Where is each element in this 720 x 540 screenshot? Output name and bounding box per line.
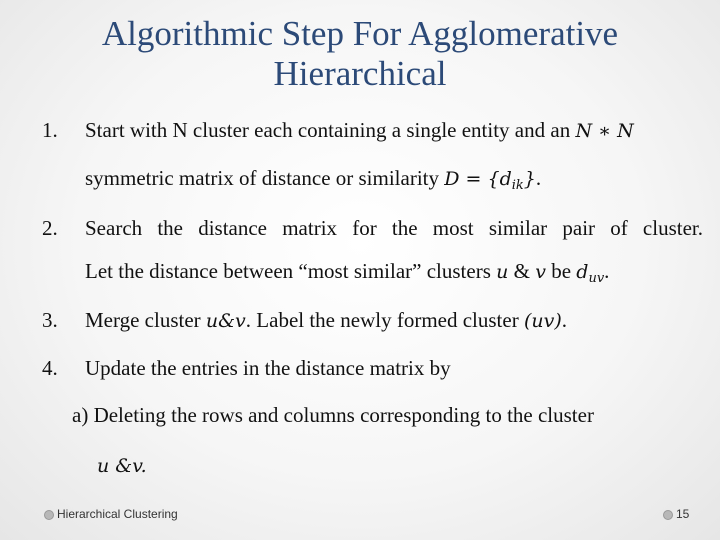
math-expression: N ∗ N: [575, 120, 634, 142]
step-number: 2.: [42, 216, 58, 240]
step-text: symmetric matrix of distance or similarity: [85, 166, 445, 190]
step-number: 1.: [42, 118, 58, 142]
step-text: Let the distance between “most similar” clusters: [85, 259, 497, 283]
step-4-subitem-a: a) Deleting the rows and columns corresponding to the cluster: [72, 403, 594, 427]
slide-title: Algorithmic Step For Agglomerative Hierarchical: [101, 14, 619, 93]
step-2-line-2: Let the distance between “most similar” clusters u & v be $d_{uv}$.: [85, 259, 610, 286]
step-1-line-2: symmetric matrix of distance or similarity $D = \{d_{ik}\}$.: [85, 166, 542, 193]
step-number: 4.: [42, 356, 58, 380]
footer-bullet-icon: [44, 510, 54, 520]
step-3-line: Merge cluster u&v. Label the newly formed cluster (uv).: [85, 308, 567, 332]
step-4-line: Update the entries in the distance matrix by: [85, 356, 451, 380]
step-number: 3.: [42, 308, 58, 332]
slide-footer: [0, 500, 720, 530]
footer-title: Hierarchical Clustering: [57, 507, 178, 521]
subitem-continuation: u &v.: [97, 455, 147, 477]
math-expression: $D = \{d_{ik}\}$: [444, 168, 536, 193]
page-bullet-icon: [663, 510, 673, 520]
step-2-line-1: Search the distance matrix for the most similar pair of cluster.: [85, 216, 703, 240]
page-number: 15: [676, 507, 690, 521]
step-1-line-1: [85, 118, 634, 143]
math-expression: $d_{uv}$: [576, 261, 605, 286]
step-text: Start with N cluster each containing a single entity and an: [85, 118, 576, 142]
